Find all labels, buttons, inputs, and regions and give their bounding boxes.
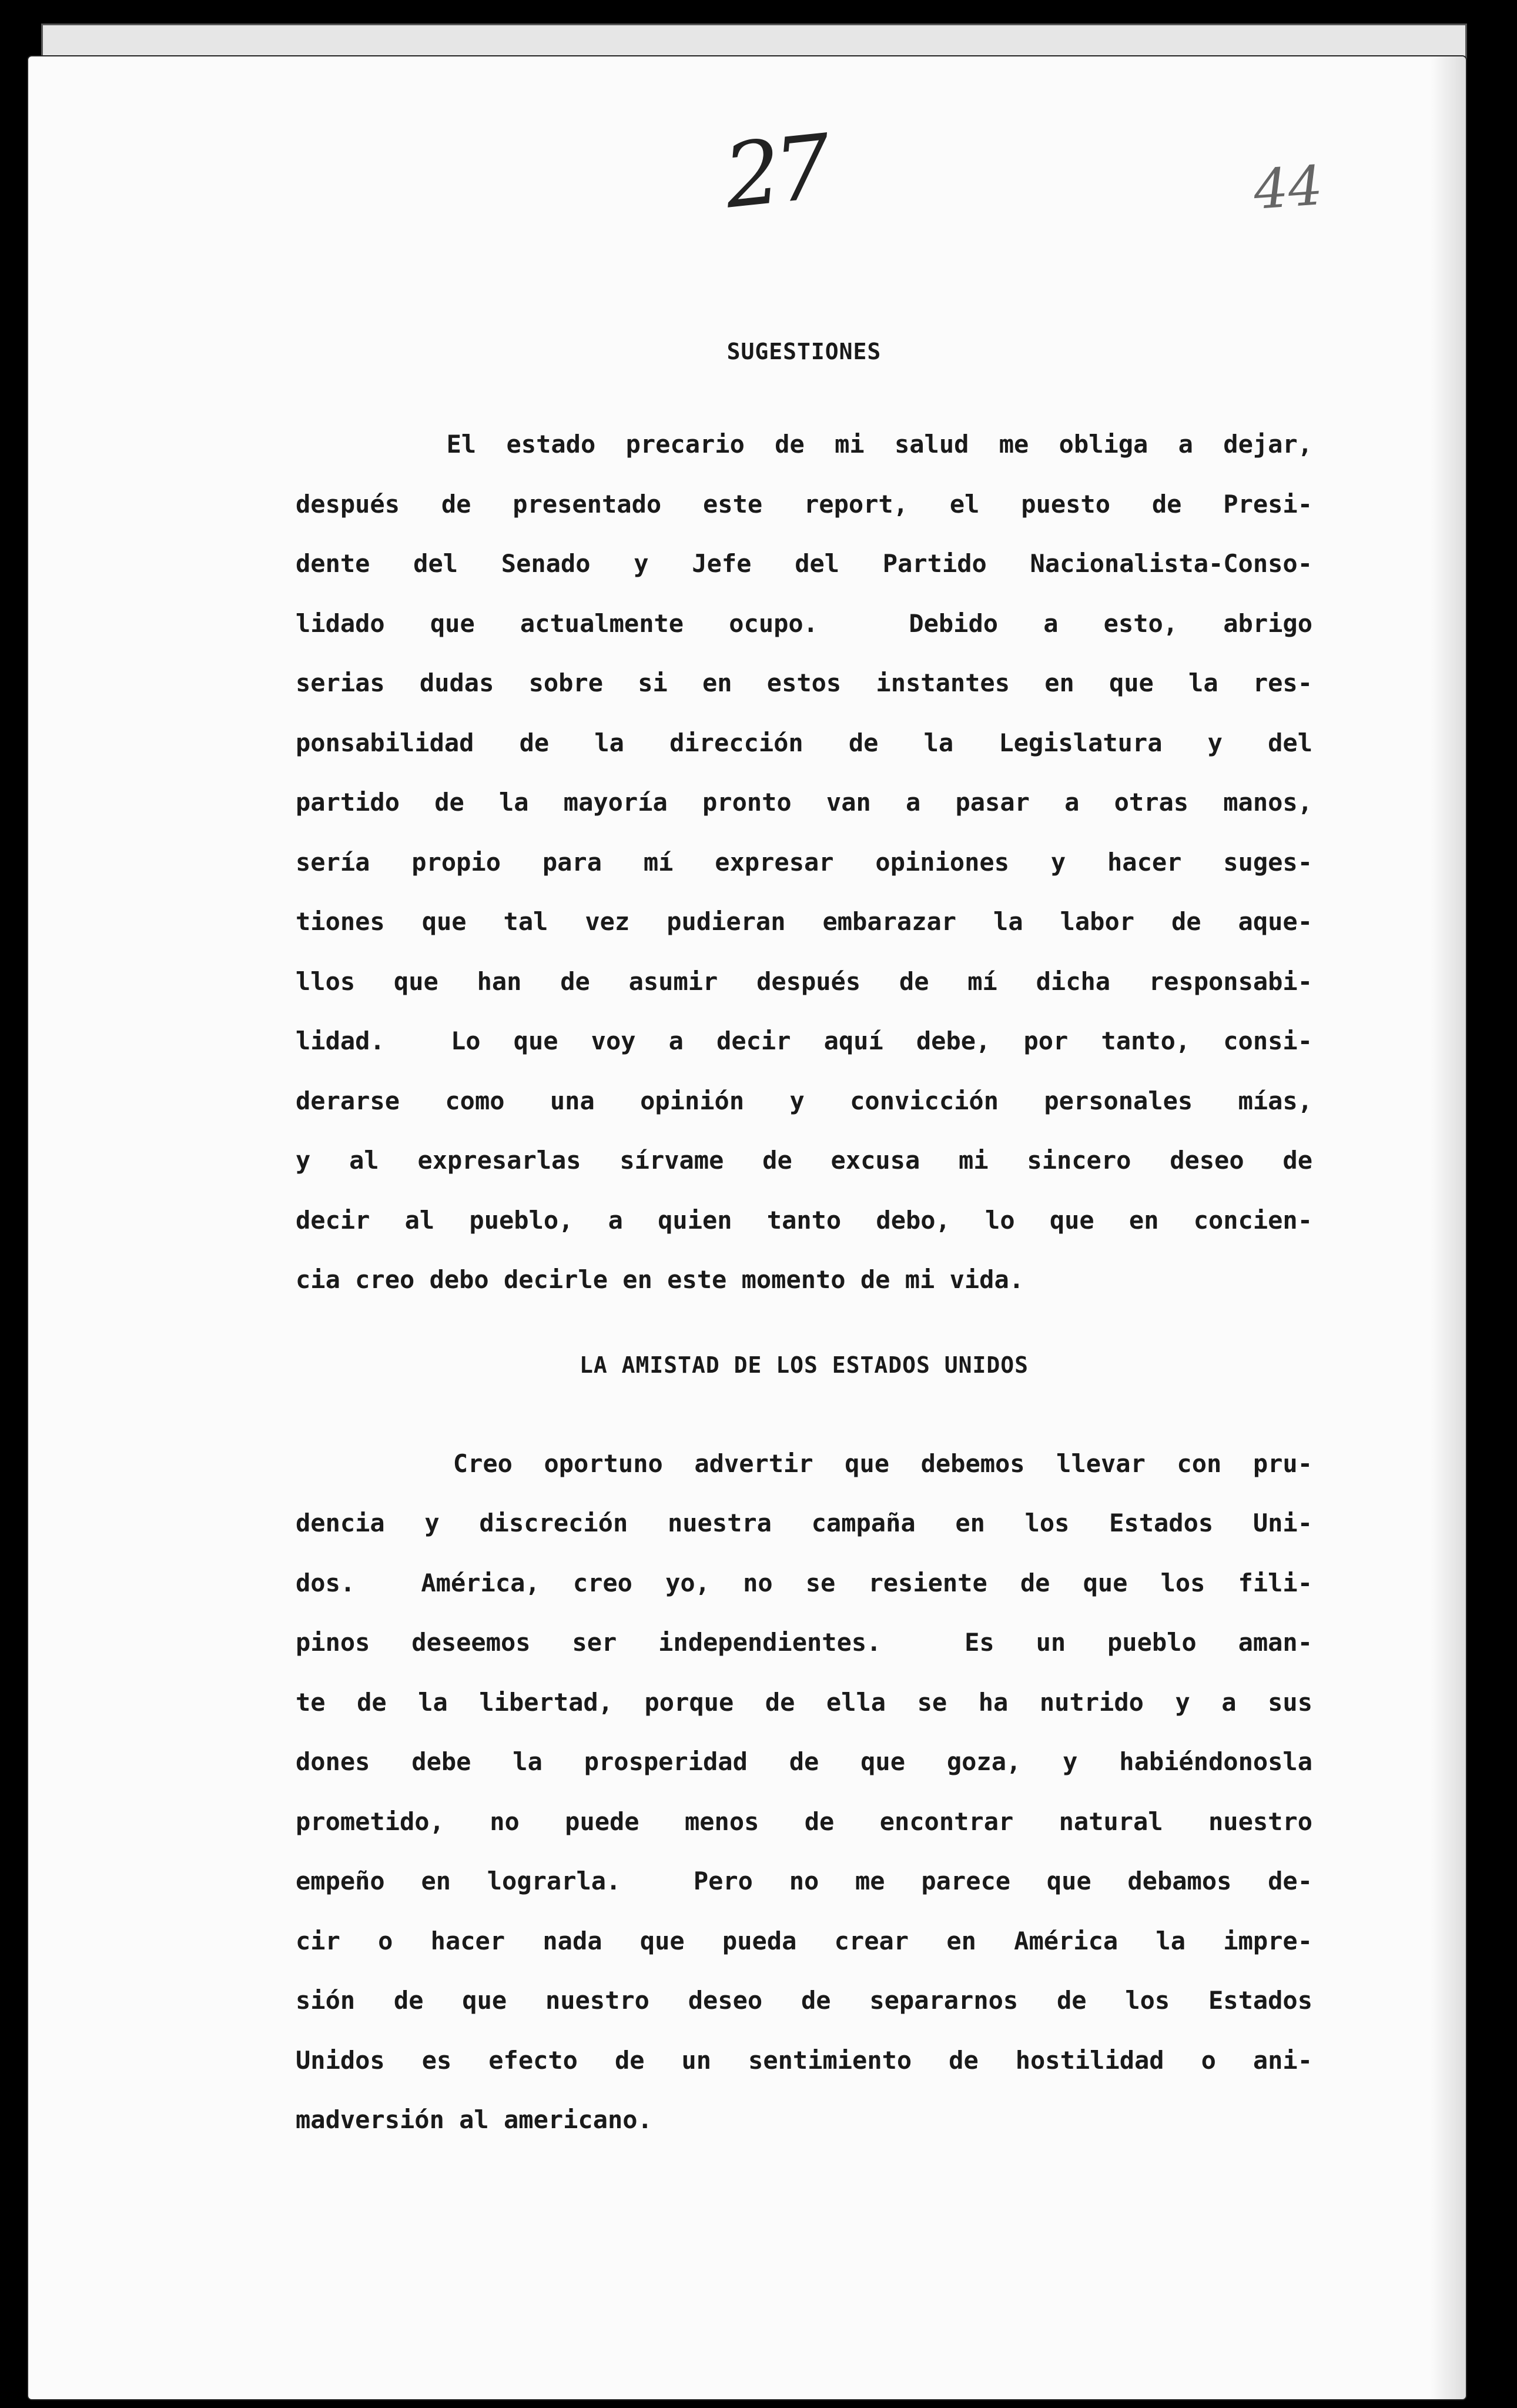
- text-line: cir o hacer nada que pueda crear en América la impre-: [296, 1926, 1312, 1955]
- text-line: dencia y discreción nuestra campaña en los Estados Uni-: [296, 1509, 1312, 1537]
- paragraph-amistad: [296, 1434, 1312, 2150]
- handwritten-folio-number: 27: [719, 116, 831, 229]
- pencil-annotation: 44: [1251, 154, 1325, 222]
- text-line: dos. América, creo yo, no se resiente de que los fili-: [296, 1568, 1312, 1597]
- text-line: dones debe la prosperidad de que goza, y habiéndonosla: [296, 1747, 1312, 1776]
- text-line: serias dudas sobre si en estos instantes en que la res-: [296, 668, 1312, 697]
- text-line: derarse como una opinión y convicción personales mías,: [296, 1086, 1312, 1115]
- text-line: madversión al americano.: [296, 2105, 652, 2134]
- text-line: prometido, no puede menos de encontrar natural nuestro: [296, 1807, 1312, 1836]
- section-heading-sugestiones: SUGESTIONES: [726, 339, 882, 364]
- text-line: ponsabilidad de la dirección de la Legislatura y del: [296, 728, 1312, 757]
- text-line: dente del Senado y Jefe del Partido Nacionalista-Conso-: [296, 549, 1312, 578]
- text-line: llos que han de asumir después de mí dicha responsabi-: [296, 966, 1312, 996]
- text-line: El estado precario de mi salud me obliga a dejar,: [296, 430, 1312, 459]
- paragraph-sugestiones: [296, 414, 1312, 1310]
- text-line: partido de la mayoría pronto van a pasar a otras manos,: [296, 788, 1312, 817]
- text-line: Unidos es efecto de un sentimiento de hostilidad o ani-: [296, 2045, 1312, 2075]
- page-edge-shadow: [1431, 56, 1466, 2399]
- text-line: sería propio para mí expresar opiniones y hacer suges-: [296, 847, 1312, 877]
- text-line: te de la libertad, porque de ella se ha nutrido y a sus: [296, 1687, 1312, 1717]
- text-line: Creo oportuno advertir que debemos llevar con pru-: [296, 1449, 1312, 1478]
- text-line: después de presentado este report, el puesto de Presi-: [296, 489, 1312, 519]
- section-heading-amistad: LA AMISTAD DE LOS ESTADOS UNIDOS: [579, 1352, 1029, 1378]
- text-line: tiones que tal vez pudieran embarazar la labor de aque-: [296, 907, 1312, 936]
- text-line: pinos deseemos ser independientes. Es un pueblo aman-: [296, 1628, 1312, 1657]
- text-line: empeño en lograrla. Pero no me parece que debamos de-: [296, 1867, 1312, 1895]
- text-line: decir al pueblo, a quien tanto debo, lo que en concien-: [296, 1205, 1312, 1235]
- text-line: sión de que nuestro deseo de separarnos de los Estados: [296, 1986, 1312, 2015]
- text-line: lidad. Lo que voy a decir aquí debe, por tanto, consi-: [296, 1026, 1312, 1055]
- text-line: lidado que actualmente ocupo. Debido a esto, abrigo: [296, 608, 1312, 638]
- text-line: y al expresarlas sírvame de excusa mi sincero deseo de: [296, 1146, 1312, 1175]
- text-line: cia creo debo decirle en este momento de mi vida.: [296, 1265, 1024, 1294]
- typewritten-page: [28, 56, 1466, 2399]
- document-body: [296, 339, 1312, 2150]
